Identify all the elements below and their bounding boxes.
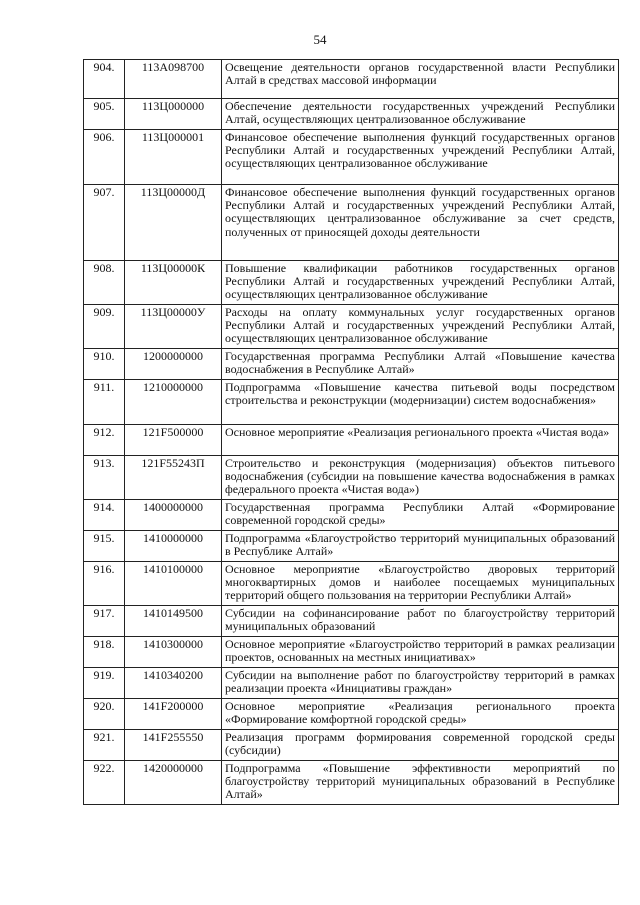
row-number: 911. [84,380,125,425]
row-code: 1410100000 [125,562,222,606]
row-name: Субсидии на выполнение работ по благоустройству территорий в рамках реализации проекта «Инициативы граждан» [222,668,619,699]
row-name: Подпрограмма «Повышение эффективности мероприятий по благоустройству территорий муниципальных образований в Республике Алтай» [222,761,619,805]
row-code: 113Ц000000 [125,99,222,130]
table-row [84,761,619,805]
row-number: 913. [84,456,125,500]
row-number: 907. [84,185,125,261]
table-row [84,637,619,668]
row-name: Повышение квалификации работников государственных органов Республики Алтай и государственных учреждений Республики Алтай, осуществляющих централизованное обслуживание [222,261,619,305]
table-row [84,185,619,261]
row-code: 1210000000 [125,380,222,425]
row-number: 910. [84,349,125,380]
budget-classification-table [83,59,619,805]
row-name: Освещение деятельности органов государственной власти Республики Алтай в средствах массовой информации [222,60,619,99]
row-number: 921. [84,730,125,761]
table-row [84,305,619,349]
row-code: 121F500000 [125,425,222,456]
table-row [84,606,619,637]
row-name: Финансовое обеспечение выполнения функций государственных органов Республики Алтай и государственных учреждений Республики Алтай, осуществляющих централизованное обслуживание [222,130,619,185]
row-name: Субсидии на софинансирование работ по благоустройству территорий муниципальных образований [222,606,619,637]
table-row [84,730,619,761]
row-code: 141F200000 [125,699,222,730]
table-row [84,500,619,531]
row-name: Основное мероприятие «Реализация регионального проекта «Формирование комфортной городской среды» [222,699,619,730]
table-row [84,531,619,562]
row-code: 113Ц000001 [125,130,222,185]
row-code: 113А098700 [125,60,222,99]
row-name: Государственная программа Республики Алтай «Повышение качества водоснабжения в Республике Алтай» [222,349,619,380]
row-code: 1400000000 [125,500,222,531]
row-number: 906. [84,130,125,185]
row-number: 909. [84,305,125,349]
row-code: 113Ц00000У [125,305,222,349]
table-row [84,130,619,185]
row-number: 922. [84,761,125,805]
row-code: 1420000000 [125,761,222,805]
row-name: Подпрограмма «Повышение качества питьевой воды посредством строительства и реконструкции (модернизации) систем водоснабжения» [222,380,619,425]
row-name: Основное мероприятие «Реализация регионального проекта «Чистая вода» [222,425,619,456]
row-number: 919. [84,668,125,699]
table-row [84,699,619,730]
row-number: 918. [84,637,125,668]
row-code: 121F55243П [125,456,222,500]
table-row [84,349,619,380]
row-code: 1200000000 [125,349,222,380]
table-row [84,60,619,99]
row-name: Основное мероприятие «Благоустройство дворовых территорий многоквартирных домов и наиболее посещаемых муниципальных территорий общего пользования на территории Республики Алтай» [222,562,619,606]
row-name: Расходы на оплату коммунальных услуг государственных органов Республики Алтай и государственных учреждений Республики Алтай, осуществляющих централизованное обслуживание [222,305,619,349]
row-number: 916. [84,562,125,606]
row-name: Строительство и реконструкция (модернизация) объектов питьевого водоснабжения (субсидии на повышение качества водоснабжения в рамках федерального проекта «Чистая вода») [222,456,619,500]
row-name: Реализация программ формирования современной городской среды (субсидии) [222,730,619,761]
row-number: 904. [84,60,125,99]
row-name: Основное мероприятие «Благоустройство территорий в рамках реализации проектов, основанных на местных инициативах» [222,637,619,668]
row-number: 917. [84,606,125,637]
row-number: 920. [84,699,125,730]
row-number: 914. [84,500,125,531]
row-number: 915. [84,531,125,562]
table-row [84,425,619,456]
row-name: Подпрограмма «Благоустройство территорий муниципальных образований в Республике Алтай» [222,531,619,562]
page-number: 54 [313,32,327,47]
row-number: 908. [84,261,125,305]
table-row [84,456,619,500]
row-number: 912. [84,425,125,456]
table-row [84,99,619,130]
table-row [84,261,619,305]
row-name: Финансовое обеспечение выполнения функций государственных органов Республики Алтай и государственных учреждений Республики Алтай, осуществляющих централизованное обслуживание за счет средств, полученных от приносящей доходы деятельности [222,185,619,261]
row-code: 113Ц00000Д [125,185,222,261]
row-code: 1410300000 [125,637,222,668]
table-row [84,380,619,425]
row-code: 1410000000 [125,531,222,562]
table-row [84,562,619,606]
table-row [84,668,619,699]
row-name: Государственная программа Республики Алтай «Формирование современной городской среды» [222,500,619,531]
row-code: 113Ц00000К [125,261,222,305]
row-code: 1410149500 [125,606,222,637]
row-code: 141F255550 [125,730,222,761]
row-number: 905. [84,99,125,130]
row-code: 1410340200 [125,668,222,699]
row-name: Обеспечение деятельности государственных учреждений Республики Алтай, осуществляющих централизованное обслуживание [222,99,619,130]
